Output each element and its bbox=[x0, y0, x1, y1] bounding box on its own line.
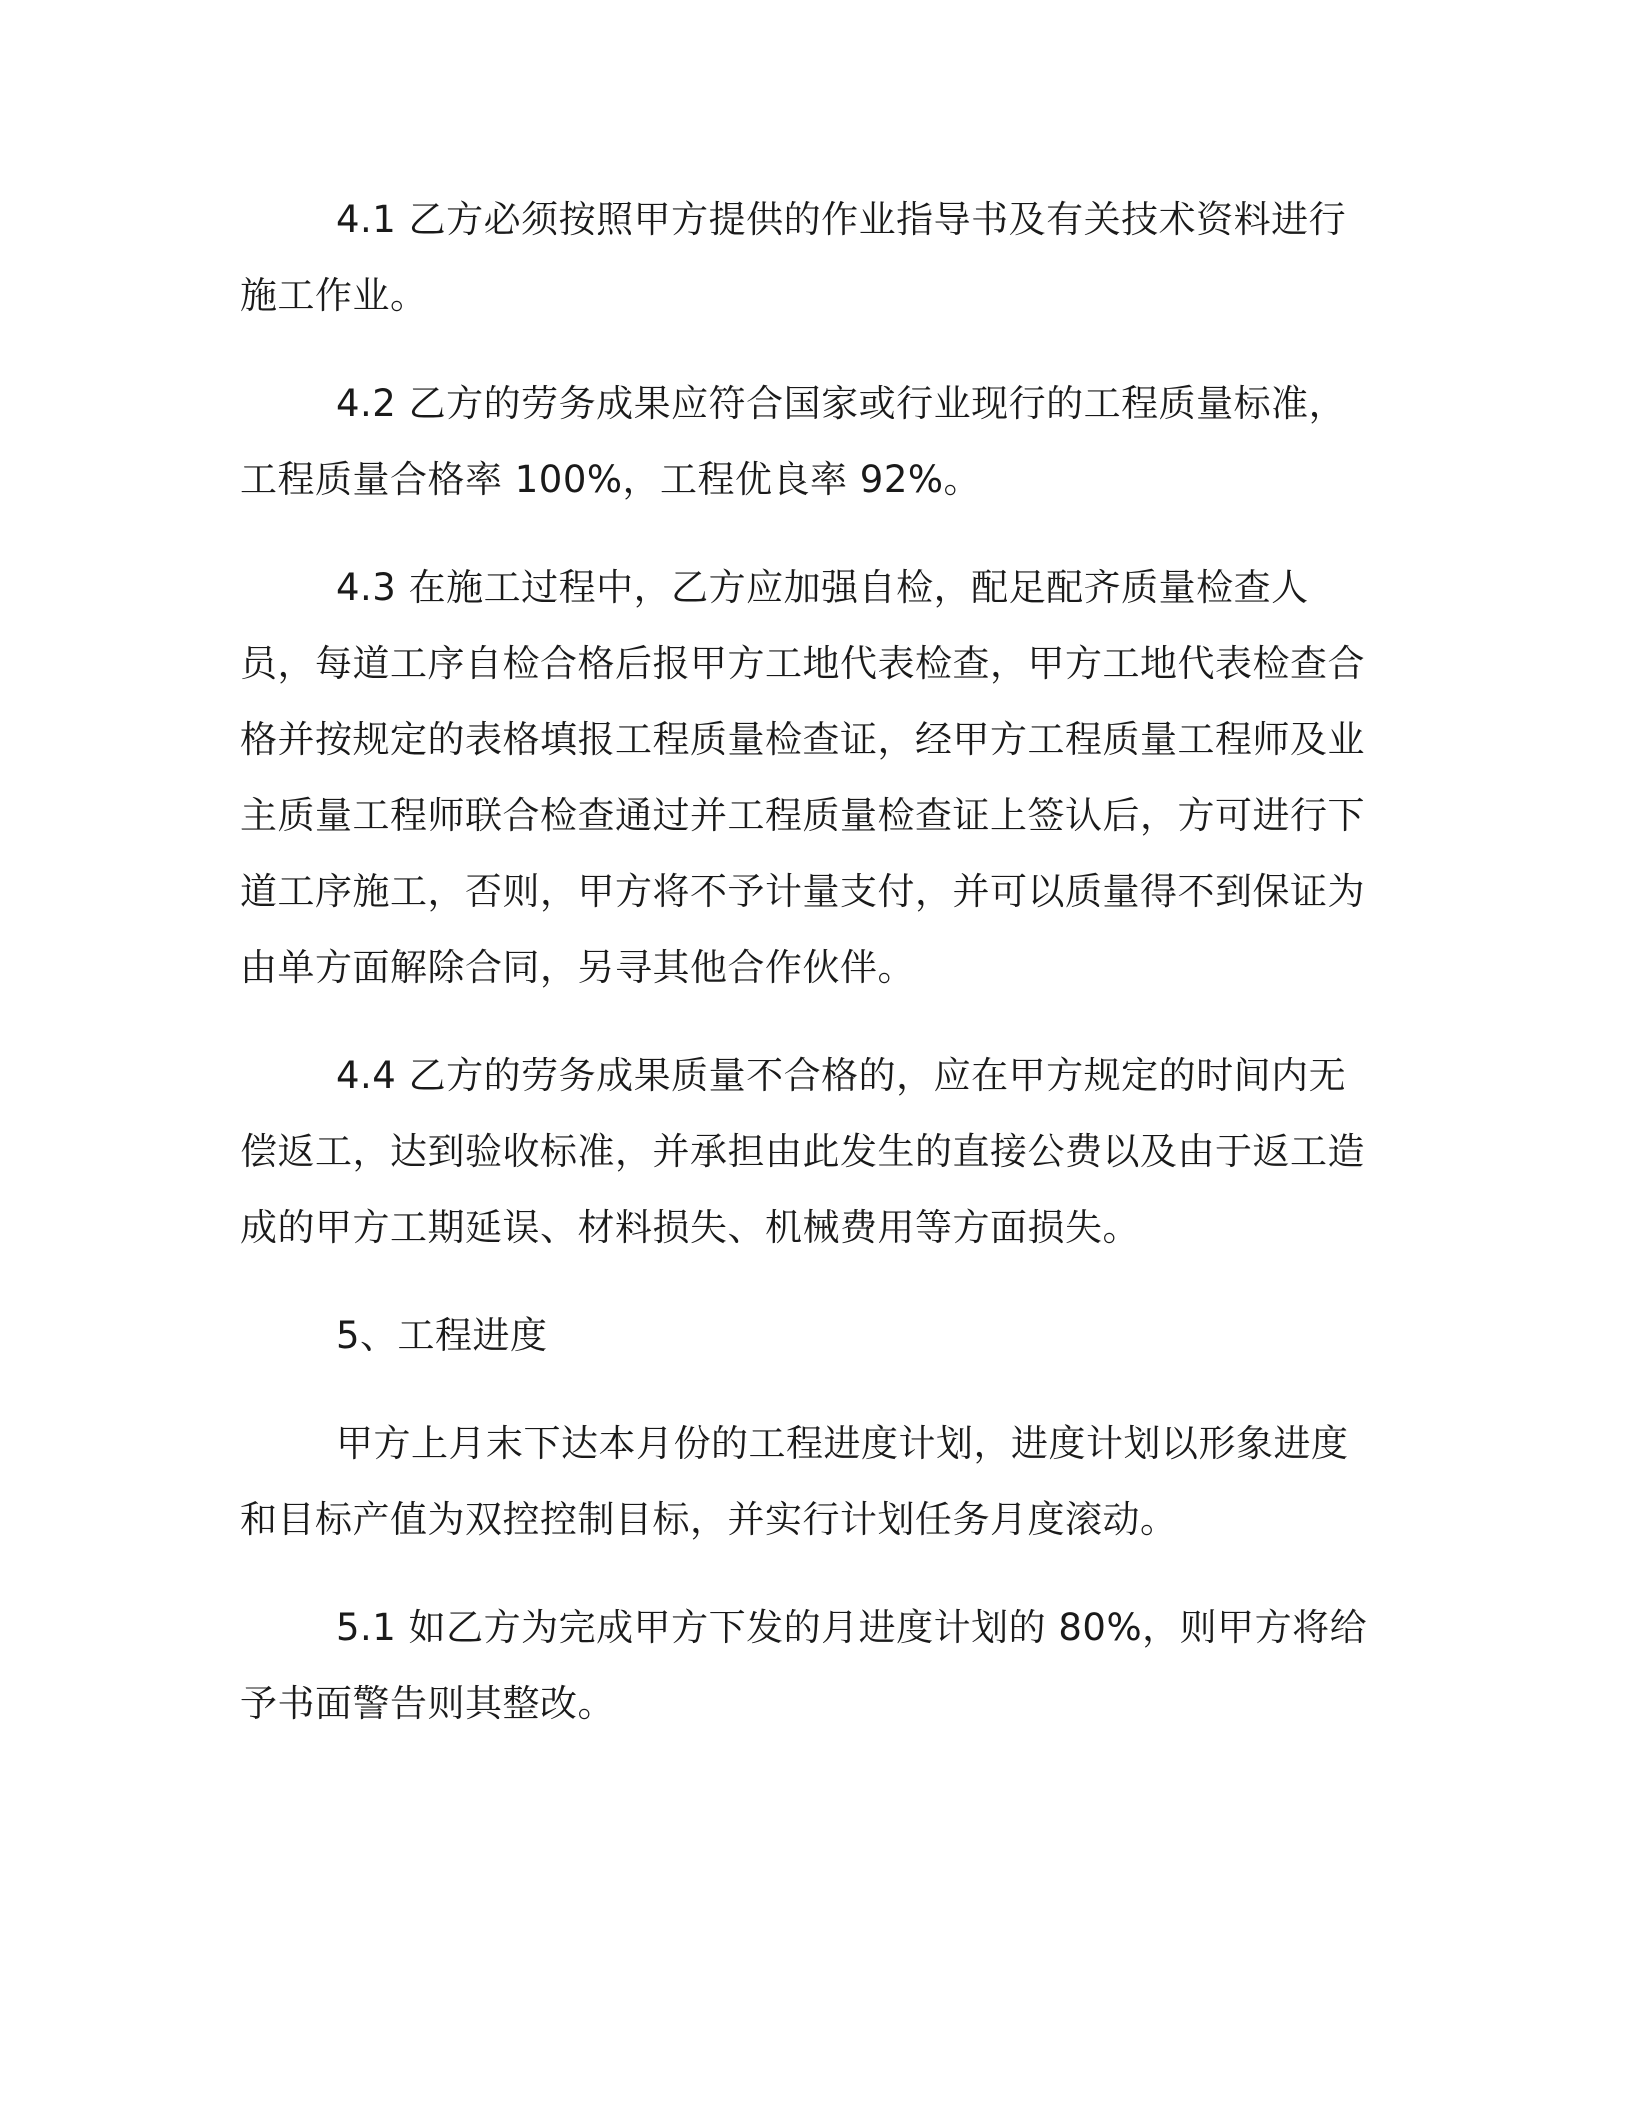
paragraph-4-4: 4.4 乙方的劳务成果质量不合格的，应在甲方规定的时间内无偿返工，达到验收标准，并承担由此发生的直接公费以及由于返工造成的甲方工期延误、材料损失、机械费用等方面损失。 bbox=[240, 1054, 1365, 1249]
paragraph-4-1: 4.1 乙方必须按照甲方提供的作业指导书及有关技术资料进行施工作业。 bbox=[240, 198, 1347, 317]
section-heading-5: 5、工程进度 bbox=[336, 1314, 548, 1357]
paragraph-schedule-intro: 甲方上月末下达本月份的工程进度计划，进度计划以形象进度和目标产值为双控控制目标，并实行计划任务月度滚动。 bbox=[240, 1422, 1349, 1541]
document-body bbox=[240, 182, 1380, 1774]
paragraph-4-2: 4.2 乙方的劳务成果应符合国家或行业现行的工程质量标准，工程质量合格率 100%，工程优良率 92%。 bbox=[240, 382, 1347, 501]
paragraph-4-3: 4.3 在施工过程中，乙方应加强自检，配足配齐质量检查人员，每道工序自检合格后报甲方工地代表检查，甲方工地代表检查合格并按规定的表格填报工程质量检查证，经甲方工程质量工程师及业主质量工程师联合检查通过并工程质量检查证上签认后，方可进行下道工序施工，否则，甲方将不予计量支付，并可以质量得不到保证为由单方面解除合同，另寻其他合作伙伴。 bbox=[240, 566, 1365, 989]
paragraph-5-1: 5.1 如乙方为完成甲方下发的月进度计划的 80%，则甲方将给予书面警告则其整改。 bbox=[240, 1606, 1368, 1725]
